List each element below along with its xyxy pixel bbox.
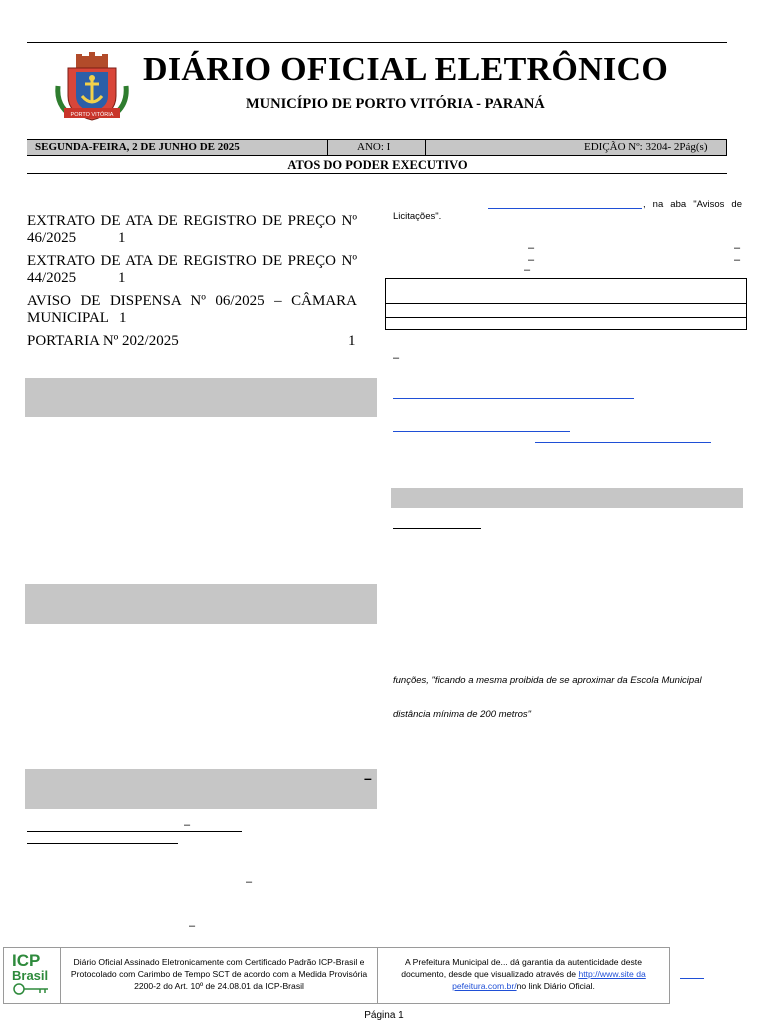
page-subtitle: MUNICÍPIO DE PORTO VITÓRIA - PARANÁ [246, 96, 545, 112]
issue-edition: EDIÇÃO Nº: 3204- 2Pág(s) [584, 141, 708, 153]
section-header-bar [25, 769, 377, 809]
icp-logo-subtext: Brasil [12, 968, 49, 983]
link-underline[interactable] [535, 442, 711, 443]
dash-mark: – [246, 876, 253, 888]
toc-item-title: AVISO DE DISPENSA Nº 06/2025 – CÂMARA [27, 293, 357, 309]
link-underline[interactable] [680, 978, 704, 979]
toc-item-page: 1 [119, 310, 127, 326]
certification-text: Diário Oficial Assinado Eletronicamente com Certificado Padrão ICP-Brasil e Protocolado com Carimbo de Tempo SCT de acordo com a Medida Provisória 2200-2 do Art. 10º de 24.08.01 da ICP-Brasil [70, 957, 368, 991]
coat-of-arms-icon [52, 52, 132, 124]
toc-item-title: PORTARIA Nº 202/2025 [27, 333, 179, 349]
text-underline [393, 528, 481, 529]
section-header-bar [25, 378, 377, 417]
issue-date: SEGUNDA-FEIRA, 2 DE JUNHO DE 2025 [35, 141, 240, 153]
section-bottom-rule [27, 173, 727, 174]
dash-mark: – [393, 352, 400, 364]
licitacoes-text: Licitações". [393, 211, 442, 222]
toc-item-number: 46/2025 [27, 230, 77, 246]
aba-text: , na aba "Avisos de [643, 199, 742, 210]
toc-item[interactable] [27, 253, 357, 287]
section-header-bar [25, 584, 377, 624]
page-title: DIÁRIO OFICIAL ELETRÔNICO [143, 51, 669, 88]
link-underline[interactable] [488, 208, 642, 209]
dash-mark: – [184, 819, 191, 831]
authenticity-text-1: A Prefeitura Municipal de... dá garantia da autenticidade deste documento, desde que visualizado através de [401, 957, 642, 979]
text-underline [27, 843, 178, 844]
date-bar-divider-3 [726, 140, 727, 155]
dash-mark: – [189, 920, 196, 932]
dash-mark: – [734, 254, 741, 266]
date-bar-divider-1 [327, 140, 328, 155]
dash-mark: – [528, 242, 535, 254]
date-bar-bottom-rule [27, 155, 727, 156]
toc-item-title: EXTRATO DE ATA DE REGISTRO DE PREÇO Nº [27, 213, 357, 229]
link-underline[interactable] [393, 398, 634, 399]
toc-item[interactable] [27, 213, 357, 247]
section-header-bar [391, 488, 743, 508]
section-title: ATOS DO PODER EXECUTIVO [287, 158, 468, 172]
toc-item-number: MUNICIPAL [27, 310, 109, 326]
dash-mark: – [524, 264, 531, 276]
toc-item-page: 1 [118, 270, 126, 286]
toc-item[interactable] [27, 293, 357, 327]
funcoes-text: funções, "ficando a mesma proibida de se aproximar da Escola Municipal [393, 675, 702, 686]
text-underline [27, 831, 242, 832]
footer-divider [377, 947, 378, 1004]
table-row-divider [386, 317, 746, 318]
dash-mark: – [364, 770, 372, 786]
header-top-rule [27, 42, 727, 43]
date-bar-divider-2 [425, 140, 426, 155]
toc-item-page: 1 [348, 333, 356, 349]
toc-item-page: 1 [118, 230, 126, 246]
page-number: Página 1 [364, 1010, 404, 1021]
icp-logo-text: ICP [12, 951, 41, 970]
authenticity-text-2: no link Diário Oficial. [516, 981, 595, 991]
authenticity-link[interactable]: http://www.site da pefeitura.com.br/ [452, 969, 646, 991]
coat-of-arms-ribbon-text: PORTO VITÓRIA [70, 112, 114, 118]
table-row-divider [386, 303, 746, 304]
icp-brasil-logo [12, 953, 54, 997]
key-icon [12, 982, 52, 996]
empty-table [385, 278, 747, 330]
dash-mark: – [734, 242, 741, 254]
footer-divider [60, 947, 61, 1004]
link-underline[interactable] [393, 431, 570, 432]
authenticity-text [382, 956, 665, 992]
dash-mark: – [528, 254, 535, 266]
issue-year: ANO: I [357, 141, 391, 153]
distancia-text: distância mínima de 200 metros" [393, 709, 532, 720]
toc-item[interactable] [27, 333, 357, 350]
toc-item-title: EXTRATO DE ATA DE REGISTRO DE PREÇO Nº [27, 253, 357, 269]
toc-item-number: 44/2025 [27, 270, 77, 286]
